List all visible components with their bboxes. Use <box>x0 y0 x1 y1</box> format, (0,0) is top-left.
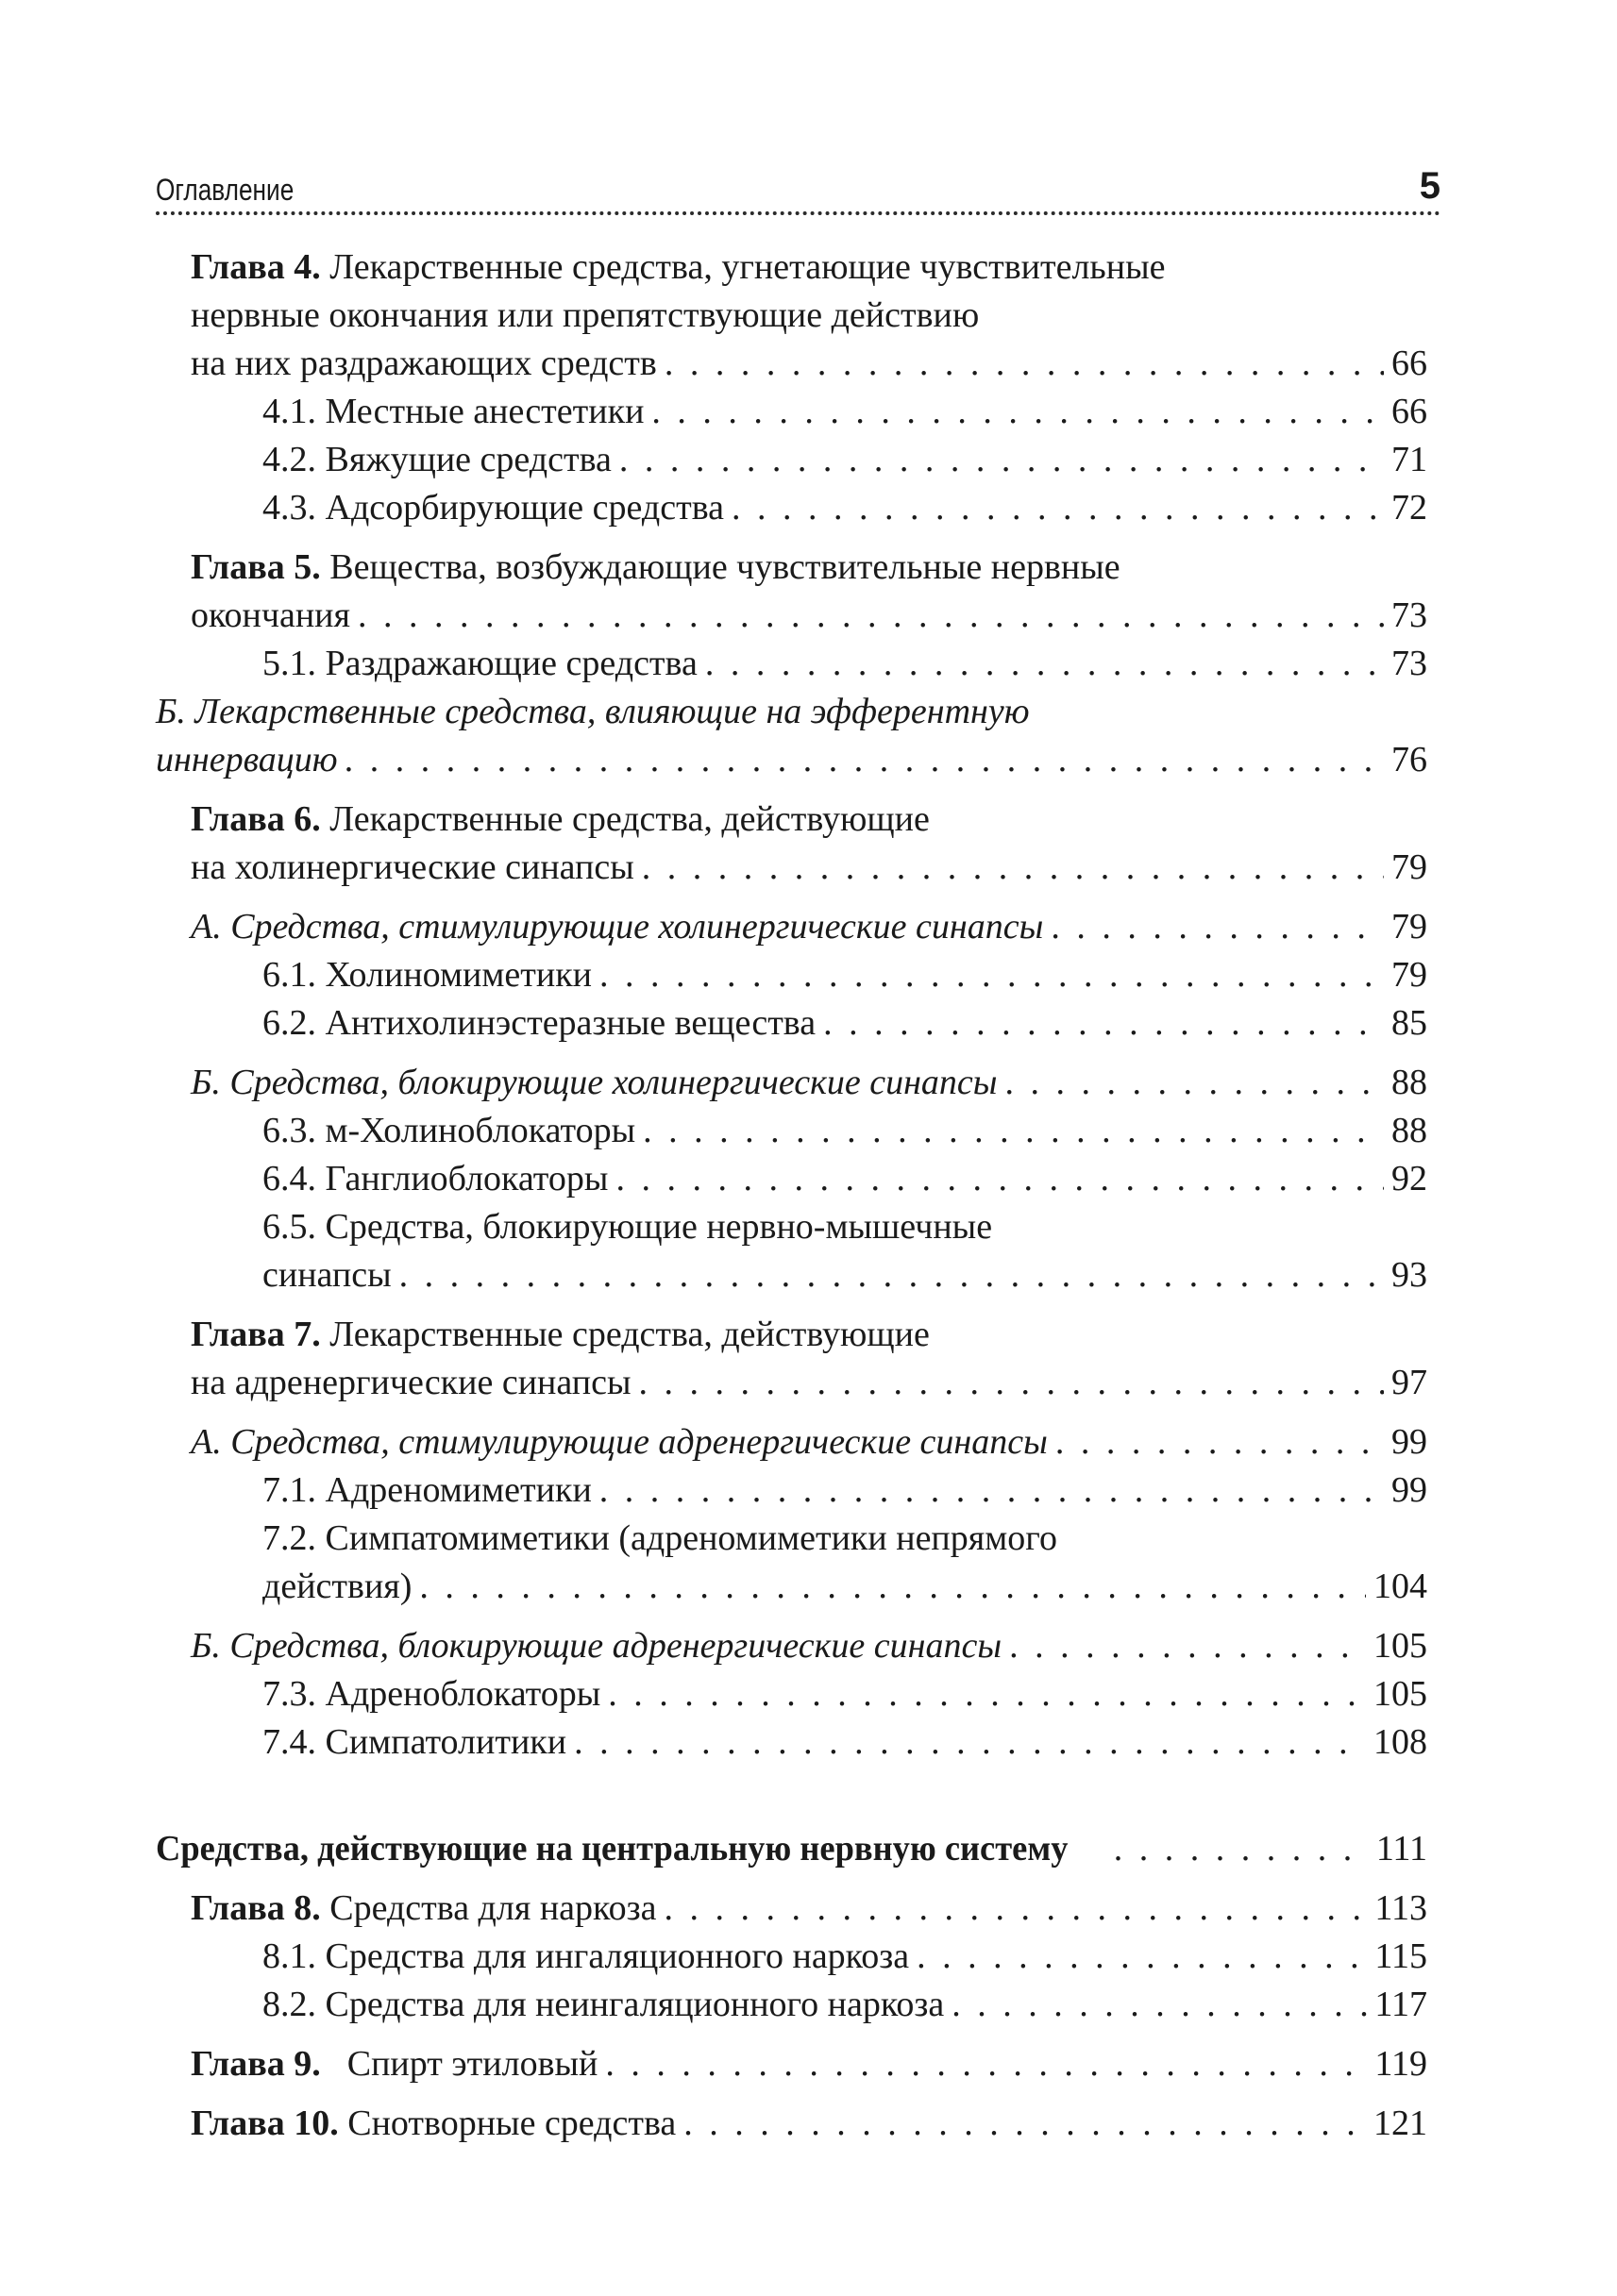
page-ref: 105 <box>1373 1674 1427 1714</box>
leader-dots <box>643 1107 1384 1155</box>
section-title-cont: синапсы <box>262 1255 392 1295</box>
chapter-label: Глава 7. <box>191 1315 321 1354</box>
section-title: 6.3. м-Холиноблокаторы <box>262 1111 636 1150</box>
chapter-label: Глава 5. <box>191 547 321 587</box>
part-title: Средства, действующие на центральную нервную систему <box>156 1829 1069 1869</box>
leader-dots <box>1005 1059 1384 1107</box>
leader-dots <box>608 1670 1366 1718</box>
toc-entry-7-2[interactable] <box>156 1515 1427 1611</box>
page-ref: 66 <box>1391 344 1427 383</box>
leader-dots <box>599 951 1384 999</box>
running-title: Оглавление <box>156 173 295 207</box>
toc-entry-chapter-7[interactable] <box>156 1311 1427 1407</box>
toc-entry-chapter-10[interactable] <box>156 2100 1427 2148</box>
section-title: 4.3. Адсорбирующие средства <box>262 488 725 528</box>
page-ref: 117 <box>1374 1985 1427 2024</box>
chapter-title-cont: окончания <box>191 595 350 635</box>
toc-entry-5-1[interactable] <box>156 640 1427 688</box>
chapter-title: Лекарственные средства, угнетающие чувствительные <box>320 247 1166 287</box>
chapter-title: Лекарственные средства, действующие <box>320 1315 930 1354</box>
leader-dots <box>605 2040 1367 2088</box>
leader-dots <box>1055 1418 1384 1466</box>
toc-entry-7b[interactable] <box>156 1622 1427 1670</box>
leader-dots <box>642 844 1384 892</box>
page-ref: 72 <box>1391 488 1427 528</box>
leader-dots <box>345 736 1384 784</box>
section-title: 7.1. Адреномиметики <box>262 1470 592 1510</box>
page-ref: 76 <box>1391 740 1427 779</box>
toc-entry-7-3[interactable] <box>156 1670 1427 1718</box>
toc-entry-6b[interactable] <box>156 1059 1427 1107</box>
leader-dots <box>1009 1622 1366 1670</box>
page-ref: 105 <box>1373 1626 1427 1666</box>
page-ref: 119 <box>1374 2044 1427 2084</box>
group-title: А. Средства, стимулирующие адренергические синапсы <box>191 1422 1048 1462</box>
chapter-label: Глава 8. <box>191 1888 321 1928</box>
chapter-title: Вещества, возбуждающие чувствительные нервные <box>320 547 1120 587</box>
section-title: 7.4. Симпатолитики <box>262 1722 567 1762</box>
toc-entry-8-2[interactable] <box>156 1981 1427 2029</box>
leader-dots <box>619 436 1384 484</box>
section-title: 5.1. Раздражающие средства <box>262 644 698 683</box>
chapter-title-cont: на них раздражающих средств <box>191 344 657 383</box>
part-title: Б. Лекарственные средства, влияющие на эфферентную <box>156 692 1030 731</box>
chapter-title: Спирт этиловый <box>346 2044 598 2084</box>
leader-dots <box>1114 1825 1369 1873</box>
leader-dots <box>917 1933 1367 1981</box>
leader-dots <box>665 340 1384 388</box>
page-ref: 71 <box>1391 440 1427 479</box>
chapter-title: Лекарственные средства, действующие <box>320 799 930 839</box>
toc-entry-chapter-5[interactable] <box>156 544 1427 640</box>
leader-dots <box>952 1981 1367 2029</box>
leader-dots <box>599 1466 1384 1515</box>
toc-entry-8-1[interactable] <box>156 1933 1427 1981</box>
toc-entry-7-4[interactable] <box>156 1718 1427 1767</box>
toc-entry-6-5[interactable] <box>156 1203 1427 1299</box>
leader-dots <box>664 1885 1367 1933</box>
toc-entry-6-4[interactable] <box>156 1155 1427 1203</box>
leader-dots <box>358 592 1384 640</box>
chapter-label: Глава 10. <box>191 2103 339 2143</box>
page-ref: 88 <box>1391 1111 1427 1150</box>
page-ref: 79 <box>1391 847 1427 887</box>
chapter-title: Средства для наркоза <box>320 1888 657 1928</box>
leader-dots <box>732 484 1384 532</box>
leader-dots <box>683 2100 1366 2148</box>
page-ref: 73 <box>1391 595 1427 635</box>
page-ref: 111 <box>1375 1829 1427 1869</box>
page-ref: 79 <box>1391 907 1427 947</box>
leader-dots <box>399 1251 1384 1299</box>
toc-entry-6a[interactable] <box>156 903 1427 951</box>
page-ref: 104 <box>1373 1567 1427 1606</box>
page-ref: 92 <box>1391 1159 1427 1198</box>
toc-entry-6-2[interactable] <box>156 999 1427 1047</box>
leader-dots <box>615 1155 1384 1203</box>
section-title: 7.3. Адреноблокаторы <box>262 1674 601 1714</box>
section-title: 4.1. Местные анестетики <box>262 392 645 431</box>
group-title: Б. Средства, блокирующие адренергические синапсы <box>191 1626 1002 1666</box>
leader-dots <box>1051 903 1384 951</box>
toc-entry-part-b[interactable] <box>156 688 1427 784</box>
toc-entry-chapter-9[interactable] <box>156 2040 1427 2088</box>
chapter-label: Глава 9. <box>191 2044 321 2084</box>
page-ref: 99 <box>1391 1422 1427 1462</box>
page-ref: 121 <box>1373 2103 1427 2143</box>
leader-dots <box>705 640 1384 688</box>
section-title: 4.2. Вяжущие средства <box>262 440 612 479</box>
chapter-title-cont: нервные окончания или препятствующие действию <box>191 295 980 335</box>
leader-dots <box>574 1718 1366 1767</box>
section-title: 7.2. Симпатомиметики (адреномиметики непрямого <box>262 1518 1057 1558</box>
section-title: 6.2. Антихолинэстеразные вещества <box>262 1003 817 1043</box>
toc-entry-chapter-6[interactable] <box>156 796 1427 892</box>
toc-entry-part-cns[interactable] <box>156 1825 1427 1873</box>
toc-entry-4-1[interactable] <box>156 388 1427 436</box>
toc-entry-chapter-8[interactable] <box>156 1885 1427 1933</box>
leader-dots <box>419 1563 1366 1611</box>
section-title-cont: действия) <box>262 1567 413 1606</box>
page-ref: 115 <box>1374 1936 1427 1976</box>
page-ref: 108 <box>1373 1722 1427 1762</box>
running-head <box>156 159 1440 208</box>
chapter-title-cont: на холинергические синапсы <box>191 847 634 887</box>
page-ref: 66 <box>1391 392 1427 431</box>
toc-entry-4-3[interactable] <box>156 484 1427 532</box>
toc-entry-7-1[interactable] <box>156 1466 1427 1515</box>
toc-entry-6-3[interactable] <box>156 1107 1427 1155</box>
header-dotted-rule <box>156 211 1440 215</box>
toc-entry-4-2[interactable] <box>156 436 1427 484</box>
chapter-label: Глава 6. <box>191 799 321 839</box>
section-title: 6.4. Ганглиоблокаторы <box>262 1159 609 1198</box>
leader-dots <box>651 388 1384 436</box>
section-title: 6.5. Средства, блокирующие нервно-мышечные <box>262 1207 993 1247</box>
toc-entry-7a[interactable] <box>156 1418 1427 1466</box>
leader-dots <box>638 1359 1384 1407</box>
page-ref: 93 <box>1391 1255 1427 1295</box>
chapter-title: Снотворные средства <box>338 2103 677 2143</box>
page-ref: 97 <box>1391 1363 1427 1402</box>
page-ref: 79 <box>1391 955 1427 995</box>
chapter-label: Глава 4. <box>191 247 321 287</box>
page-ref: 88 <box>1391 1063 1427 1102</box>
table-of-contents <box>156 243 1427 2148</box>
section-title: 8.1. Средства для ингаляционного наркоза <box>262 1936 910 1976</box>
page-ref: 85 <box>1391 1003 1427 1043</box>
group-title: Б. Средства, блокирующие холинергические синапсы <box>191 1063 998 1102</box>
page-ref: 113 <box>1374 1888 1427 1928</box>
leader-dots <box>823 999 1384 1047</box>
toc-entry-chapter-4[interactable] <box>156 243 1427 388</box>
toc-entry-6-1[interactable] <box>156 951 1427 999</box>
page-number: 5 <box>1419 165 1440 207</box>
section-title: 6.1. Холиномиметики <box>262 955 592 995</box>
page-ref: 73 <box>1391 644 1427 683</box>
part-title-cont: иннервацию <box>156 740 338 779</box>
page-ref: 99 <box>1391 1470 1427 1510</box>
chapter-title-cont: на адренергические синапсы <box>191 1363 632 1402</box>
section-title: 8.2. Средства для неингаляционного наркоза <box>262 1985 945 2024</box>
group-title: А. Средства, стимулирующие холинергические синапсы <box>191 907 1044 947</box>
